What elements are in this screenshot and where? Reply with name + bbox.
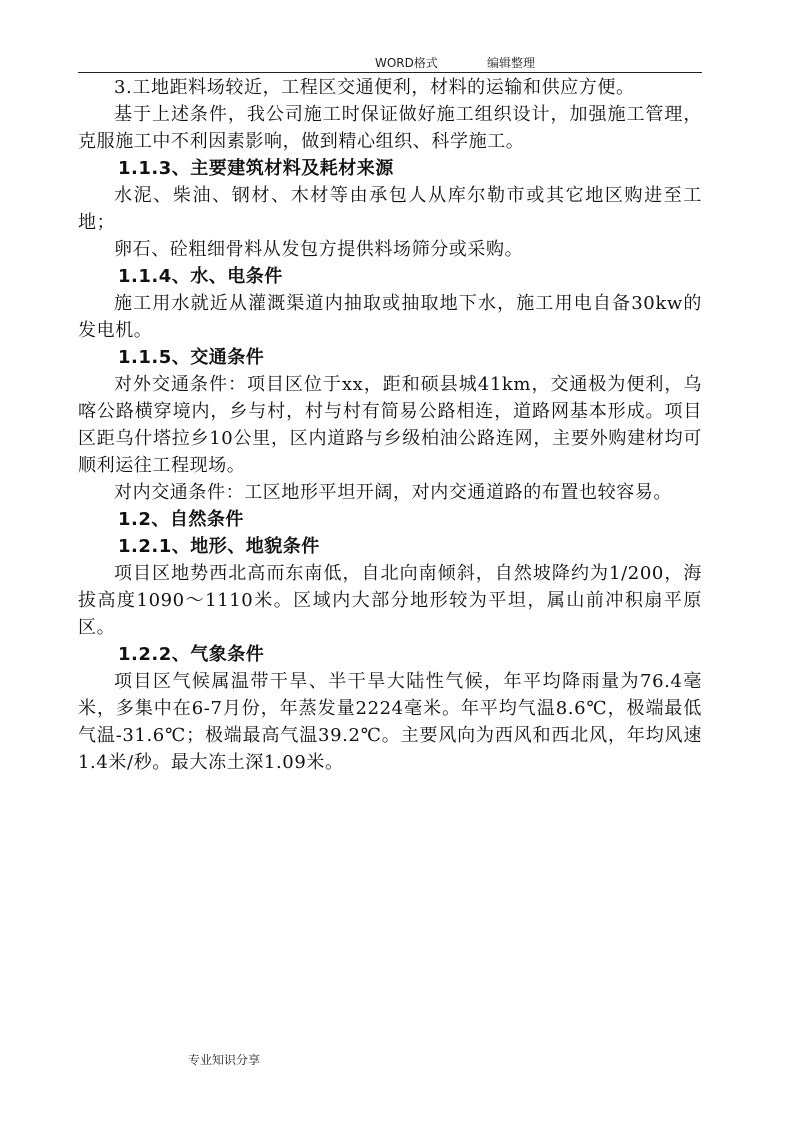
paragraph-external-traffic: 对外交通条件：项目区位于xx，距和硕县城41km，交通极为便利，乌喀公路横穿境内，乡与村，村与村有简易公路相连，道路网基本形成。项目区距乌什塔拉乡10公里，区内道路与乡级柏油公路连网，主要外购建材均可顺利运往工程现场。 — [78, 374, 702, 476]
paragraph-water-power: 施工用水就近从灌溉渠道内抽取或抽取地下水，施工用电自备30kw的发电机。 — [78, 293, 702, 341]
heading-1-2-1: 1.2.1、地形、地貌条件 — [118, 536, 320, 557]
paragraph-traffic-note: 3.工地距料场较近，工程区交通便利，材料的运输和供应方便。 — [114, 77, 635, 98]
paragraph-aggregate-source: 卵石、砼粗细骨料从发包方提供料场筛分或采购。 — [114, 239, 524, 260]
document-body — [78, 74, 702, 776]
paragraph-terrain: 项目区地势西北高而东南低，自北向南倾斜，自然坡降约为1/200，海拔高度1090～1110米。区域内大部分地形较为平坦，属山前冲积扇平原区。 — [78, 563, 702, 638]
header-format-label: WORD格式 — [375, 56, 438, 70]
paragraph-materials-source: 水泥、柴油、钢材、木材等由承包人从库尔勒市或其它地区购进至工地； — [78, 185, 702, 233]
page-footer: 专业知识分享 — [188, 1053, 261, 1067]
paragraph-climate: 项目区气候属温带干旱、半干旱大陆性气候，年平均降雨量为76.4毫米，多集中在6-7月份，年蒸发量2224毫米。年平均气温8.6℃，极端最低气温-31.6℃；极端最高气温39.2℃。主要风向为西风和西北风，年均风速1.4米/秒。最大冻土深1.09米。 — [78, 671, 702, 773]
paragraph-internal-traffic: 对内交通条件：工区地形平坦开阔，对内交通道路的布置也较容易。 — [114, 482, 672, 503]
header-edit-label: 编辑整理 — [487, 56, 536, 70]
heading-1-1-5: 1.1.5、交通条件 — [118, 347, 265, 368]
page-header — [78, 52, 702, 73]
heading-1-2: 1.2、自然条件 — [118, 509, 244, 530]
heading-1-1-3: 1.1.3、主要建筑材料及耗材来源 — [118, 158, 394, 179]
heading-1-1-4: 1.1.4、水、电条件 — [118, 266, 283, 287]
paragraph-conditions-summary: 基于上述条件，我公司施工时保证做好施工组织设计，加强施工管理，克服施工中不利因素影响，做到精心组织、科学施工。 — [78, 104, 702, 152]
heading-1-2-2: 1.2.2、气象条件 — [118, 644, 265, 665]
